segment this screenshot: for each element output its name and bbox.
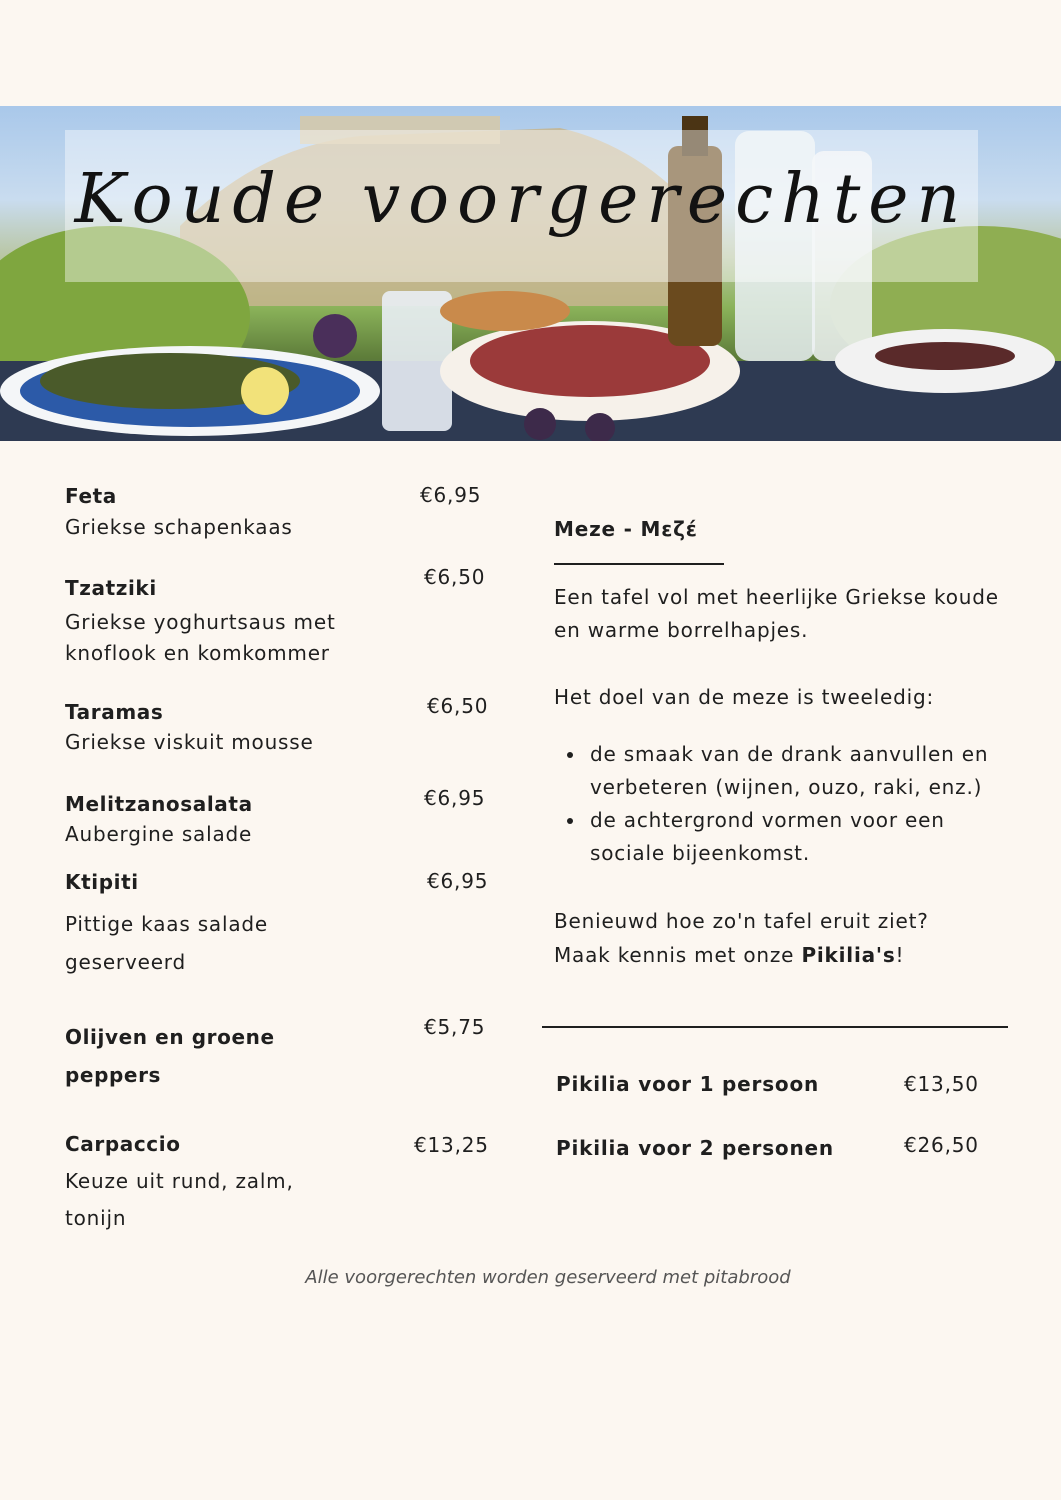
pikilia-1-price: €13,50 xyxy=(904,1072,979,1096)
pikilia-2-price: €26,50 xyxy=(904,1133,979,1157)
item-price-carpaccio: €13,25 xyxy=(414,1133,489,1157)
item-price-tzatziki: €6,50 xyxy=(424,565,486,589)
meze-cta xyxy=(554,939,904,972)
meze-goal-item: de achtergrond vormen voor een sociale bijeenkomst. xyxy=(554,804,1024,870)
meze-cta-prefix: Maak kennis met onze xyxy=(554,943,802,967)
item-name-tzatziki: Tzatziki xyxy=(65,576,157,600)
footer-note: Alle voorgerechten worden geserveerd met pitabrood xyxy=(305,1267,791,1288)
item-name-ktipiti: Ktipiti xyxy=(65,870,139,894)
meze-heading: Meze - Μεζέ xyxy=(554,517,698,541)
item-price-melitzanosalata: €6,95 xyxy=(424,786,486,810)
meze-goal-item: de smaak van de drank aanvullen en verbeteren (wijnen, ouzo, raki, enz.) xyxy=(554,738,1024,804)
meze-cta-suffix: ! xyxy=(895,943,905,967)
item-name-feta: Feta xyxy=(65,484,117,508)
item-name-olijven: Olijven en groene peppers xyxy=(65,1025,275,1087)
item-name-carpaccio: Carpaccio xyxy=(65,1132,181,1156)
page-title: Koude voorgerechten xyxy=(74,160,969,239)
item-desc-melitzanosalata: Aubergine salade xyxy=(65,822,253,846)
pikilia-2-name: Pikilia voor 2 personen xyxy=(556,1136,834,1160)
meze-goal: Het doel van de meze is tweeledig: xyxy=(554,685,935,709)
item-price-taramas: €6,50 xyxy=(427,694,489,718)
meze-cta-bold: Pikilia's xyxy=(801,943,896,967)
item-name-taramas: Taramas xyxy=(65,700,164,724)
item-name-melitzanosalata: Melitzanosalata xyxy=(65,792,253,816)
meze-question: Benieuwd hoe zo'n tafel eruit ziet? xyxy=(554,909,929,933)
meze-heading-underline xyxy=(554,563,724,565)
section-divider xyxy=(542,1026,1008,1028)
item-desc-taramas: Griekse viskuit mousse xyxy=(65,730,314,754)
item-desc-carpaccio: Keuze uit rund, zalm, tonijn xyxy=(65,1169,294,1230)
item-price-olijven: €5,75 xyxy=(424,1015,486,1039)
meze-intro: Een tafel vol met heerlijke Griekse koude en warme borrelhapjes. xyxy=(554,585,999,642)
item-price-feta: €6,95 xyxy=(420,483,482,507)
item-desc-ktipiti: Pittige kaas salade geserveerd xyxy=(65,912,268,974)
item-desc-tzatziki: Griekse yoghurtsaus met knoflook en komkommer xyxy=(65,610,336,665)
item-desc-feta: Griekse schapenkaas xyxy=(65,515,293,539)
pikilia-1-name: Pikilia voor 1 persoon xyxy=(556,1072,820,1096)
item-price-ktipiti: €6,95 xyxy=(427,869,489,893)
meze-goal-list xyxy=(554,738,1024,870)
